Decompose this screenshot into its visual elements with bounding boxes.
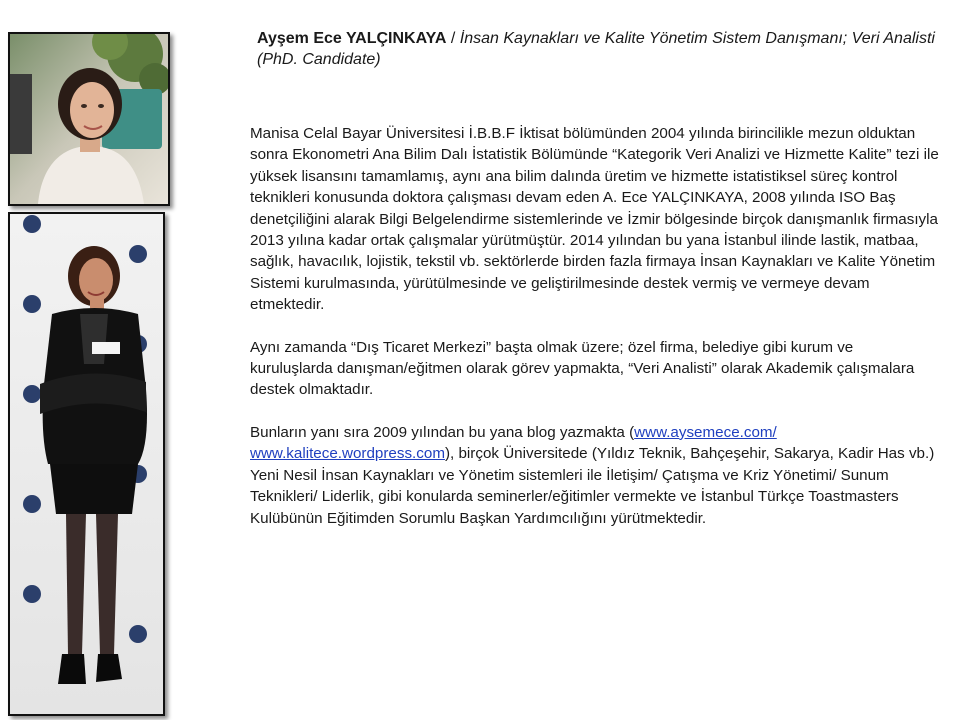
person-name: Ayşem Ece YALÇINKAYA bbox=[257, 30, 447, 47]
header-separator: / bbox=[446, 30, 460, 47]
activities-text-before: Bunların yanı sıra 2009 yılından bu yana blog yazmakta ( bbox=[250, 423, 635, 441]
bio-paragraph-activities bbox=[250, 422, 940, 529]
full-length-image bbox=[10, 214, 163, 714]
person-role: İnsan Kaynakları ve Kalite Yönetim Sistem Danışmanı; Veri Analisti (PhD. Candidate) bbox=[257, 30, 935, 68]
bio-paragraph-education: Manisa Celal Bayar Üniversitesi İ.B.B.F İktisat bölümünden 2004 yılında birincilikle mezun olduktan sonra Ekonometri Ana Bilim Dalı İstatistik Bölümünde “Kategorik Veri Analizi ve Hizmette Kalite” tezi ile yüksek lisansını tamamlamış, aynı ana bilim dalında üretim ve hizmette istatistiksel süreç kontrol teknikleri konusunda doktora çalışması devam eden A. Ece YALÇINKAYA, 2008 yılında ISO Baş denetçiliğini alarak Bilgi Belgelendirme sistemlerinde ve İzmir bölgesinde birçok danışmanlık firmasıyla 2013 yılına kadar ortak çalışmalar yürütmüştür. 2014 yılından bu yana İstanbul ilinde lastik, matbaa, sağlık, havacılık, lojistik, tekstil vb. sektörlerde birden fazla firmaya İnsan Kaynakları ve Kalite Yönetim Sistemi kurulmasında, yürütülmesinde ve geliştirilmesinde destek vermiş ve vermeye devam etmektedir. bbox=[250, 125, 939, 314]
headshot-photo bbox=[8, 32, 170, 206]
activities-text-after: ), birçok Üniversitede (Yıldız Teknik, Bahçeşehir, Sakarya, Kadir Has vb.) Yeni Nesil İnsan Kaynakları ve Yönetim sistemleri ile İletişim/ Çatışma ve Kriz Yönetimi/ Sunum Teknikleri/ Liderlik, gibi konularda seminerler/eğitimler vermekte ve İstanbul Türkçe Toastmasters Kulübünün Eğitimden Sorumlu Başkan Yardımcılığını yürütmektedir. bbox=[250, 445, 935, 527]
blog-link-kalitece[interactable]: www.kalitece.wordpress.com bbox=[250, 445, 445, 463]
full-length-photo bbox=[8, 212, 165, 716]
bio-paragraph-roles: Aynı zamanda “Dış Ticaret Merkezi” başta olmak üzere; özel firma, belediye gibi kurum ve kuruluşlarda danışman/eğitmen olarak görev yapmakta, “Veri Analisti” olarak Akademik çalışmalara destek olmaktadır. bbox=[250, 338, 915, 399]
blog-link-aysemece[interactable]: www.aysemece.com/ bbox=[634, 423, 777, 441]
bio-header bbox=[257, 28, 937, 70]
headshot-image bbox=[10, 34, 168, 204]
bio-body bbox=[250, 123, 940, 550]
